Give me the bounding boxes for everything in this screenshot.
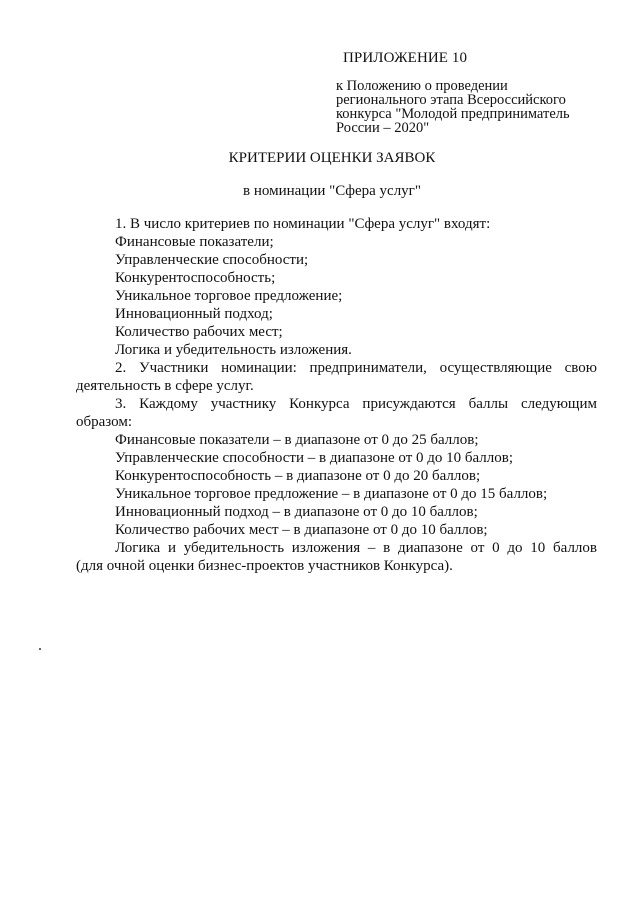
score-item: Управленческие способности – в диапазоне от 0 до 10 баллов; bbox=[115, 450, 514, 466]
criterion-item: Инновационный подход; bbox=[115, 306, 273, 322]
score-item: Уникальное торговое предложение – в диапазоне от 0 до 15 баллов; bbox=[115, 486, 548, 502]
criterion-item: Финансовые показатели; bbox=[115, 234, 274, 250]
annex-title: ПРИЛОЖЕНИЕ 10 bbox=[343, 50, 468, 66]
score-item: Количество рабочих мест – в диапазоне от 0 до 10 баллов; bbox=[115, 522, 488, 538]
annex-reference bbox=[336, 79, 606, 135]
criterion-item: Конкурентоспособность; bbox=[115, 270, 276, 286]
score-item: Финансовые показатели – в диапазоне от 0 до 25 баллов; bbox=[115, 432, 479, 448]
annex-reference-line: России – 2020" bbox=[336, 120, 430, 136]
criterion-item: Логика и убедительность изложения. bbox=[115, 342, 352, 358]
section1-intro: 1. В число критериев по номинации "Сфера услуг" входят: bbox=[115, 216, 491, 232]
score-item: Инновационный подход – в диапазоне от 0 до 10 баллов; bbox=[115, 504, 478, 520]
score-item: Конкурентоспособность – в диапазоне от 0 до 20 баллов; bbox=[115, 468, 481, 484]
annex-reference-line: к Положению о проведении bbox=[336, 78, 508, 94]
document-body bbox=[76, 215, 597, 575]
score-item-last-cont: (для очной оценки бизнес-проектов участников Конкурса). bbox=[76, 558, 453, 574]
scan-speck bbox=[39, 648, 41, 650]
document-title: КРИТЕРИИ ОЦЕНКИ ЗАЯВОК bbox=[228, 150, 436, 166]
criterion-item: Уникальное торговое предложение; bbox=[115, 288, 343, 304]
section3-line: 3. Каждому участнику Конкурса присуждаются баллы следующим bbox=[115, 396, 597, 412]
score-item-last: Логика и убедительность изложения – в диапазоне от 0 до 10 баллов bbox=[115, 540, 597, 556]
annex-reference-line: конкурса "Молодой предприниматель bbox=[336, 106, 570, 122]
section2-line: деятельность в сфере услуг. bbox=[76, 378, 254, 394]
criterion-item: Количество рабочих мест; bbox=[115, 324, 283, 340]
document-subtitle: в номинации "Сфера услуг" bbox=[243, 183, 421, 199]
section2-line: 2. Участники номинации: предприниматели, осуществляющие свою bbox=[115, 360, 597, 376]
annex-reference-line: регионального этапа Всероссийского bbox=[336, 92, 566, 108]
criterion-item: Управленческие способности; bbox=[115, 252, 309, 268]
section3-line: образом: bbox=[76, 414, 133, 430]
